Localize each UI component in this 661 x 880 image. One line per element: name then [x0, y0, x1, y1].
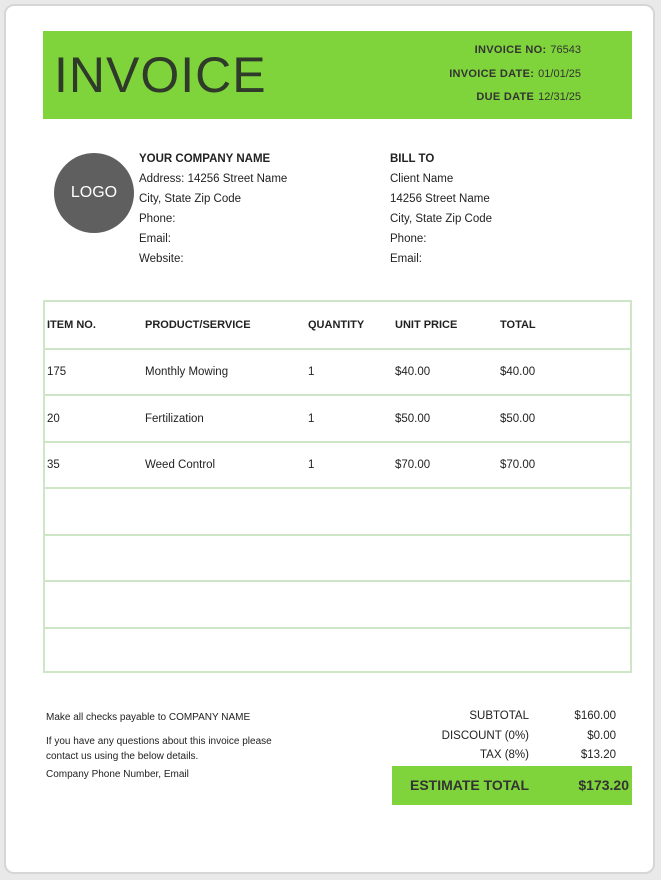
- bill-to: [390, 149, 492, 269]
- table-header-row: [45, 302, 630, 350]
- company-address: Address: 14256 Street Name: [139, 173, 288, 185]
- table-row: [45, 350, 630, 396]
- unit-price: $40.00: [395, 366, 431, 378]
- unit-price: $70.00: [395, 459, 431, 471]
- col-total: TOTAL: [500, 319, 536, 331]
- quantity: 1: [308, 412, 315, 425]
- client-email: Email:: [390, 253, 422, 265]
- item-no: 20: [47, 412, 60, 425]
- line-items-table: [43, 300, 632, 673]
- table-row-empty: [45, 629, 630, 671]
- invoice-date: [449, 68, 581, 80]
- questions-line-1: If you have any questions about this invoice please: [46, 736, 272, 747]
- questions-line-2: contact us using the below details.: [46, 751, 199, 762]
- table-row: [45, 396, 630, 443]
- col-unit-price: UNIT PRICE: [395, 319, 458, 331]
- invoice-number-value: 76543: [550, 44, 581, 56]
- product: Weed Control: [145, 459, 216, 471]
- invoice-number-label: INVOICE NO:: [474, 44, 547, 56]
- product: Monthly Mowing: [145, 366, 229, 378]
- due-date-label: DUE DATE: [476, 91, 535, 103]
- col-quantity: QUANTITY: [308, 319, 365, 331]
- invoice-title: INVOICE: [54, 47, 267, 103]
- due-date: [476, 91, 581, 103]
- checks-note: Make all checks payable to COMPANY NAME: [46, 712, 251, 723]
- client-street: 14256 Street Name: [390, 193, 490, 205]
- company-website: Website:: [139, 253, 184, 265]
- company-city: City, State Zip Code: [139, 193, 242, 205]
- invoice-date-value: 01/01/25: [538, 68, 581, 80]
- table-row-empty: [45, 582, 630, 629]
- client-name: Client Name: [390, 173, 454, 185]
- due-date-value: 12/31/25: [538, 91, 581, 103]
- unit-price: $50.00: [395, 412, 431, 425]
- client-city: City, State Zip Code: [390, 213, 493, 225]
- company-info: [139, 149, 287, 269]
- table-row-empty: [45, 536, 630, 582]
- invoice-date-label: INVOICE DATE:: [449, 68, 535, 80]
- logo-text: LOGO: [70, 184, 118, 201]
- invoice-number: [475, 44, 581, 56]
- item-no: 175: [47, 366, 67, 378]
- invoice-page: [4, 4, 655, 874]
- subtotal-label: SUBTOTAL: [469, 710, 529, 722]
- col-product: PRODUCT/SERVICE: [145, 319, 251, 331]
- quantity: 1: [308, 459, 315, 471]
- tax-label: TAX (8%): [480, 749, 529, 761]
- table-row: [45, 443, 630, 489]
- client-phone: Phone:: [390, 233, 427, 245]
- contact-details: Company Phone Number, Email: [46, 769, 189, 780]
- company-email: Email:: [139, 233, 171, 245]
- estimate-total-bar: [392, 766, 632, 805]
- bill-to-heading: BILL TO: [390, 153, 435, 165]
- table-row-empty: [45, 489, 630, 536]
- product: Fertilization: [145, 412, 204, 425]
- line-total: $40.00: [500, 366, 536, 378]
- subtotal-value: $160.00: [574, 710, 616, 722]
- company-phone: Phone:: [139, 213, 176, 225]
- item-no: 35: [47, 459, 60, 471]
- company-name: YOUR COMPANY NAME: [139, 153, 271, 165]
- line-total: $70.00: [500, 459, 536, 471]
- tax-value: $13.20: [580, 749, 616, 761]
- company-logo: [54, 153, 134, 233]
- discount-value: $0.00: [587, 730, 616, 742]
- col-item-no: ITEM NO.: [47, 319, 96, 331]
- line-total: $50.00: [500, 412, 536, 425]
- estimate-total-label: ESTIMATE TOTAL: [410, 777, 529, 793]
- discount-label: DISCOUNT (0%): [441, 730, 529, 742]
- quantity: 1: [308, 366, 315, 378]
- estimate-total-value: $173.20: [578, 777, 629, 793]
